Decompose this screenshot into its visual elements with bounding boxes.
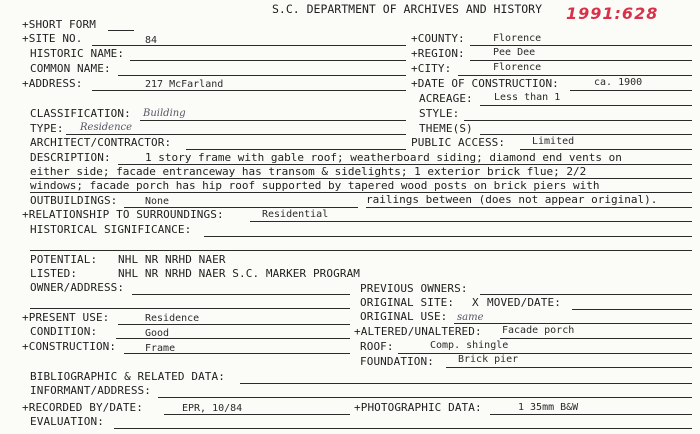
themes-label: THEME(S) (419, 122, 473, 135)
region-value: Pee Dee (493, 47, 536, 58)
historic-name-line (130, 60, 406, 61)
acreage-label: ACREAGE: (419, 92, 473, 105)
themes-line (480, 134, 692, 135)
condition-line (116, 338, 350, 339)
historic-name-label: HISTORIC NAME: (30, 47, 125, 60)
historical-significance-line-1 (204, 236, 692, 237)
date-of-construction-value: ca. 1900 (594, 77, 643, 88)
present-use-line (118, 324, 350, 325)
construction-value: Frame (145, 343, 176, 354)
acreage-value: Less than 1 (494, 92, 561, 103)
classification-label: CLASSIFICATION: (30, 107, 131, 120)
city-label: +CITY: (411, 62, 452, 75)
address-line (92, 90, 406, 91)
address-value: 217 McFarland (145, 79, 224, 90)
date-of-construction-line (570, 90, 692, 91)
recorded-by-label: +RECORDED BY/DATE: (22, 401, 144, 414)
agency-heading: S.C. DEPARTMENT OF ARCHIVES AND HISTORY (272, 2, 543, 16)
condition-label: CONDITION: (30, 325, 98, 338)
foundation-line (446, 367, 692, 368)
original-site-label: ORIGINAL SITE: (360, 296, 455, 309)
site-no-label: +SITE NO. (22, 32, 83, 45)
description-line-1: 1 story frame with gable roof; weatherboard siding; diamond end vents on (145, 151, 622, 164)
altered-label: +ALTERED/UNALTERED: (354, 325, 482, 338)
previous-owners-label: PREVIOUS OWNERS: (360, 282, 468, 295)
photographic-value: 1 35mm B&W (518, 402, 579, 413)
description-line-2: either side; facade entranceway has transom & sidelights; 1 exterior brick flue; 2/2 (30, 165, 587, 178)
public-access-value: Limited (532, 136, 575, 147)
evaluation-line (114, 428, 692, 429)
original-use-line (454, 323, 692, 324)
construction-label: +CONSTRUCTION: (22, 340, 117, 353)
type-line (66, 134, 406, 135)
altered-line (500, 338, 692, 339)
foundation-label: FOUNDATION: (360, 355, 434, 368)
relationship-label: +RELATIONSHIP TO SURROUNDINGS: (22, 208, 224, 221)
address-label: +ADDRESS: (22, 77, 83, 90)
informant-line (158, 397, 692, 398)
outbuildings-label: OUTBUILDINGS: (30, 194, 118, 207)
moved-date-line (572, 309, 692, 310)
condition-value: Good (145, 328, 170, 339)
roof-line (398, 353, 692, 354)
description-line-3: windows; facade porch has hip roof supported by tapered wood posts on brick piers with (30, 179, 600, 192)
description-underline-4 (366, 207, 692, 208)
evaluation-label: EVALUATION: (30, 415, 104, 428)
altered-value: Facade porch (502, 325, 575, 336)
potential-label: POTENTIAL: (30, 253, 98, 266)
classification-value: Building (143, 108, 186, 119)
description-label: DESCRIPTION: (30, 151, 111, 164)
style-line (464, 120, 692, 121)
style-label: STYLE: (419, 107, 460, 120)
recorded-by-value: EPR, 10/84 (182, 403, 243, 414)
region-label: +REGION: (411, 47, 465, 60)
roof-value: Comp. shingle (430, 340, 509, 351)
historical-significance-label: HISTORICAL SIGNIFICANCE: (30, 223, 192, 236)
foundation-value: Brick pier (458, 354, 519, 365)
original-site-mark: X (472, 296, 479, 309)
historical-significance-line-2 (30, 250, 692, 251)
photographic-label: +PHOTOGRAPHIC DATA: (354, 401, 482, 414)
public-access-label: PUBLIC ACCESS: (411, 136, 506, 149)
county-label: +COUNTY: (411, 32, 465, 45)
type-label: TYPE: (30, 122, 64, 135)
description-line-4: railings between (does not appear original). (366, 193, 658, 206)
architect-label: ARCHITECT/CONTRACTOR: (30, 136, 172, 149)
short-form-line (108, 30, 134, 31)
classification-line (140, 120, 406, 121)
previous-owners-line (480, 294, 692, 295)
acreage-line (480, 105, 692, 106)
bibliographic-line (240, 383, 692, 384)
architect-line (186, 149, 406, 150)
bibliographic-label: BIBLIOGRAPHIC & RELATED DATA: (30, 370, 225, 383)
city-value: Florence (493, 62, 542, 73)
outbuildings-value: None (145, 196, 170, 207)
common-name-label: COMMON NAME: (30, 62, 111, 75)
listed-options: NHL NR NRHD NAER S.C. MARKER PROGRAM (118, 267, 361, 280)
county-value: Florence (493, 33, 542, 44)
type-value: Residence (80, 122, 133, 133)
public-access-line (520, 149, 692, 150)
owner-address-line (132, 294, 350, 295)
listed-label: LISTED: (30, 267, 78, 280)
photographic-line (490, 414, 692, 415)
original-use-label: ORIGINAL USE: (360, 310, 448, 323)
city-line (458, 75, 692, 76)
potential-options: NHL NR NRHD NAER (118, 253, 226, 266)
site-no-line (92, 45, 406, 46)
recorded-by-line (164, 414, 350, 415)
short-form-label: +SHORT FORM (22, 18, 96, 31)
common-name-line (118, 75, 406, 76)
present-use-value: Residence (145, 313, 200, 324)
date-of-construction-label: +DATE OF CONSTRUCTION: (411, 77, 559, 90)
moved-date-label: MOVED/DATE: (487, 296, 561, 309)
accession-number: 1991:628 (566, 4, 659, 23)
owner-address-line-2 (30, 308, 350, 309)
relationship-line (250, 221, 692, 222)
construction-line (124, 353, 350, 354)
relationship-value: Residential (262, 209, 329, 220)
site-no-value: 84 (145, 35, 158, 46)
owner-address-label: OWNER/ADDRESS: (30, 281, 125, 294)
county-line (470, 45, 692, 46)
roof-label: ROOF: (360, 340, 394, 353)
informant-label: INFORMANT/ADDRESS: (30, 384, 152, 397)
present-use-label: +PRESENT USE: (22, 311, 110, 324)
original-use-value: same (457, 312, 484, 323)
region-line (470, 60, 692, 61)
